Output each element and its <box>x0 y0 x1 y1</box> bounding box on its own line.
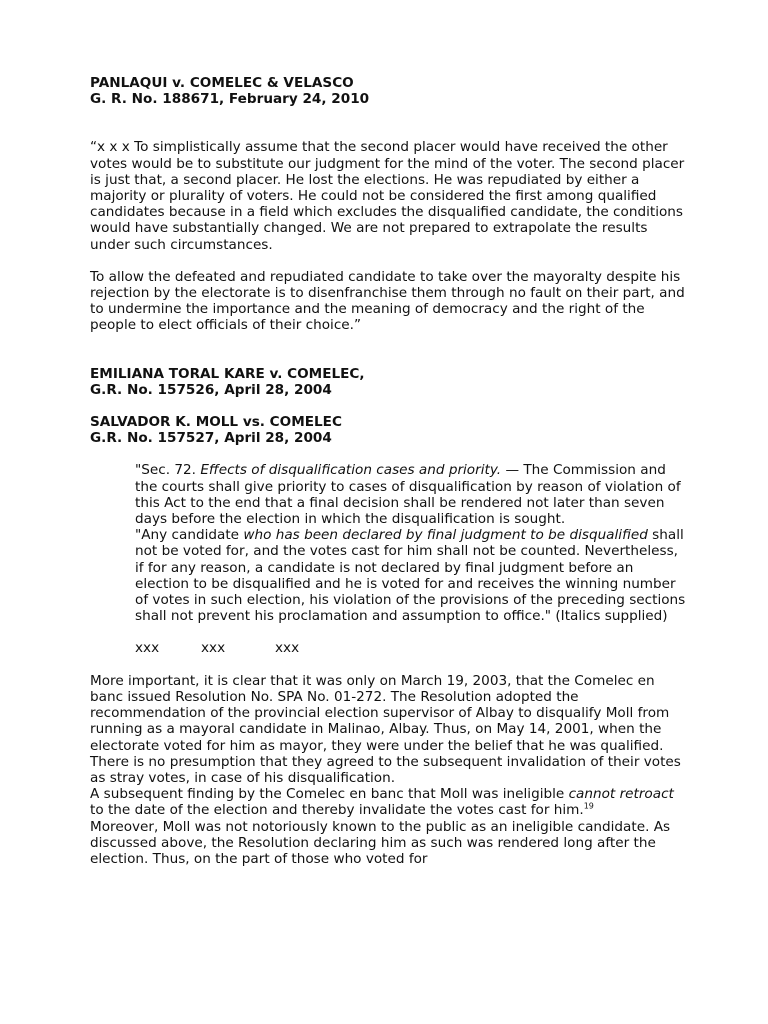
case-citation-kare: G.R. No. 157526, April 28, 2004 <box>90 381 332 398</box>
sec72-title: Effects of disqualification cases and priority. <box>200 462 502 479</box>
case-title-panlaqui: PANLAQUI v. COMELEC & VELASCO <box>90 75 354 91</box>
panlaqui-quote-paragraph-1: “x x x To simplistically assume that the second placer would have received the other votes would be to substitute our judgment for the mind of the voter. The second placer is just that, a second placer. He lost the elections. He was repudiated by either a majority or plurality of voters. He could not be considered the first among qualified candidates because in a field which excludes the disqualified candidate, the conditions would have substantially changed. We are not prepared to extrapolate the results under such circumstances. <box>90 139 685 253</box>
case-title-kare: EMILIANA TORAL KARE v. COMELEC, <box>90 365 365 382</box>
case-citation-panlaqui: G. R. No. 188671, February 24, 2010 <box>90 91 370 108</box>
sec72-paragraph: "Sec. 72. Effects of disqualification cases and priority. — The Commission and the courts shall give priority to cases of disqualification by reason of violation of this Act to the end that a final decision shall be rendered not later than seven days before the election in which the disqualification is sought. <box>135 462 681 528</box>
body-paragraph-1: More important, it is clear that it was only on March 19, 2003, that the Comelec en banc issued Resolution No. SPA No. 01-272. The Resolution adopted the recommendation of the provincial election supervisor of Albay to disqualify Moll from running as a mayoral candidate in Malinao, Albay. Thus, on May 14, 2001, when the electorate voted for him as mayor, they were under the belief that he was qualified. There is no presumption that they agreed to the subsequent invalidation of their votes as stray votes, in case of his disqualification. <box>90 672 681 786</box>
case-title-moll: SALVADOR K. MOLL vs. COMELEC <box>90 414 342 431</box>
italic-phrase-cannot-retroact: cannot retroact <box>568 786 674 803</box>
statute-quote-block <box>135 462 690 656</box>
ellipsis-marks: xxx xxx xxx <box>135 640 300 657</box>
body-paragraph-2: A subsequent finding by the Comelec en banc that Moll was ineligible cannot retroact to the date of the election and thereby invalidate the votes cast for him.$^{19}$ <box>90 786 674 819</box>
document-body <box>90 75 690 867</box>
footnote-marker: 19 <box>583 801 594 811</box>
sec72-second-paragraph: "Any candidate who has been declared by final judgment to be disqualified shall not be voted for, and the votes cast for him shall not be counted. Nevertheless, if for any reason, a candidate is not declared by final judgment before an election to be disqualified and he is voted for and receives the winning number of votes in such election, his violation of the provisions of the preceding sections shall not prevent his proclamation and assumption to office." (Italics supplied) <box>135 527 686 625</box>
italic-phrase: who has been declared by final judgment to be disqualified <box>243 527 648 544</box>
case-citation-moll: G.R. No. 157527, April 28, 2004 <box>90 430 332 447</box>
panlaqui-quote-paragraph-2: To allow the defeated and repudiated candidate to take over the mayoralty despite his rejection by the electorate is to disenfranchise them through no fault on their part, and to undermine the importance and the meaning of democracy and the right of the people to elect officials of their choice.” <box>90 268 685 334</box>
body-paragraph-3: Moreover, Moll was not notoriously known to the public as an ineligible candidate. As discussed above, the Resolution declaring him as such was rendered long after the election. Thus, on the part of those who voted for <box>90 818 671 867</box>
